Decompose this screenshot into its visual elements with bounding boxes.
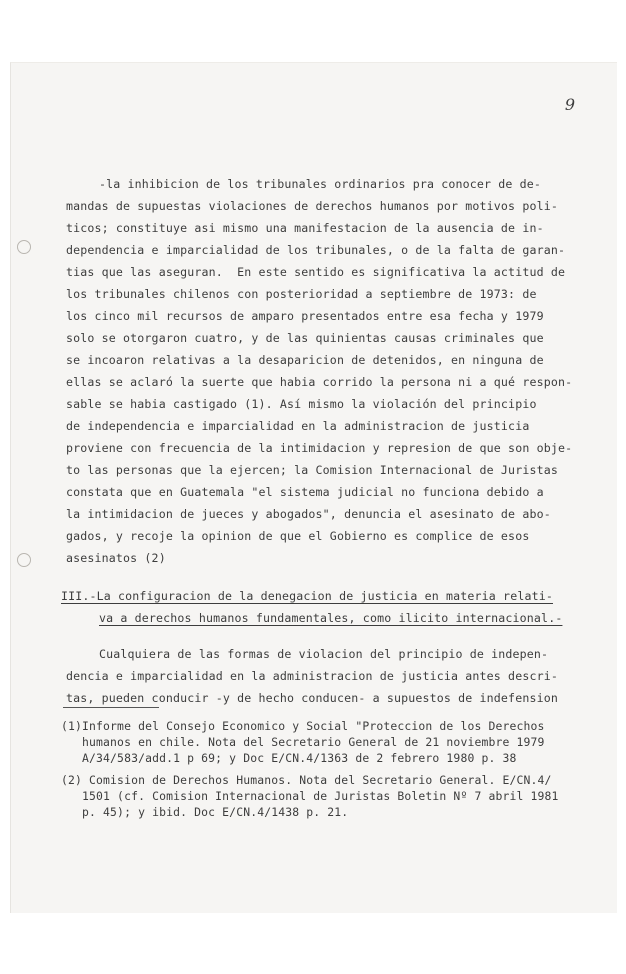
footnote-line: (2) Comision de Derechos Humanos. Nota del Secretario General. E/CN.4/ xyxy=(61,773,552,787)
text-line: tas, pueden conducir -y de hecho conducen- a supuestos de indefension xyxy=(66,691,558,705)
text-line: sable se habia castigado (1). Así mismo la violación del principio xyxy=(66,397,537,411)
text-line: -la inhibicion de los tribunales ordinarios pra conocer de de- xyxy=(99,177,542,191)
text-line: se incoaron relativas a la desaparicion de detenidos, en ninguna de xyxy=(66,353,544,367)
text-line: constata que en Guatemala "el sistema judicial no funciona debido a xyxy=(66,485,544,499)
text-line: mandas de supuestas violaciones de derechos humanos por motivos poli- xyxy=(66,199,558,213)
footnote-line: humanos en chile. Nota del Secretario General de 21 noviembre 1979 xyxy=(61,735,545,749)
punch-hole xyxy=(17,240,31,254)
page-number: 9 xyxy=(564,95,575,114)
text-line: de independencia e imparcialidad en la administracion de justicia xyxy=(66,419,530,433)
text-line: ticos; constituye asi mismo una manifestacion de la ausencia de in- xyxy=(66,221,544,235)
footnote-line: 1501 (cf. Comision Internacional de Juristas Boletin Nº 7 abril 1981 xyxy=(61,789,559,803)
punch-hole xyxy=(17,553,31,567)
text-line: ellas se aclaró la suerte que habia corrido la persona ni a qué respon- xyxy=(66,375,573,389)
text-line: asesinatos (2) xyxy=(66,551,166,565)
footnote-line: p. 45); y ibid. Doc E/CN.4/1438 p. 21. xyxy=(61,805,349,819)
text-line: Cualquiera de las formas de violacion del principio de indepen- xyxy=(99,647,549,661)
text-line: proviene con frecuencia de la intimidacion y represion de que son obje- xyxy=(66,441,573,455)
text-line: dependencia e imparcialidad de los tribunales, o de la falta de garan- xyxy=(66,243,566,257)
heading-line: III.-La configuracion de la denegacion de justicia en materia relati- xyxy=(61,589,553,603)
footnote-separator xyxy=(63,707,159,708)
text-line: los tribunales chilenos con posterioridad a septiembre de 1973: de xyxy=(66,287,537,301)
text-line: la intimidacion de jueces y abogados", denuncia el asesinato de abo- xyxy=(66,507,551,521)
text-line: los cinco mil recursos de amparo presentados entre esa fecha y 1979 xyxy=(66,309,544,323)
footnote-line: (1)Informe del Consejo Economico y Social "Proteccion de los Derechos xyxy=(61,719,545,733)
footnote-line: A/34/583/add.1 p 69; y Doc E/CN.4/1363 de 2 febrero 1980 p. 38 xyxy=(61,751,517,765)
text-line: tias que las aseguran. En este sentido es significativa la actitud de xyxy=(66,265,566,279)
text-line: gados, y recoje la opinion de que el Gobierno es complice de esos xyxy=(66,529,530,543)
text-line: solo se otorgaron cuatro, y de las quinientas causas criminales que xyxy=(66,331,544,345)
text-line: dencia e imparcialidad en la administracion de justicia antes descri- xyxy=(66,669,558,683)
heading-line: va a derechos humanos fundamentales, como ilicito internacional.- xyxy=(99,611,563,625)
document-page xyxy=(10,62,617,913)
text-line: to las personas que la ejercen; la Comision Internacional de Juristas xyxy=(66,463,558,477)
